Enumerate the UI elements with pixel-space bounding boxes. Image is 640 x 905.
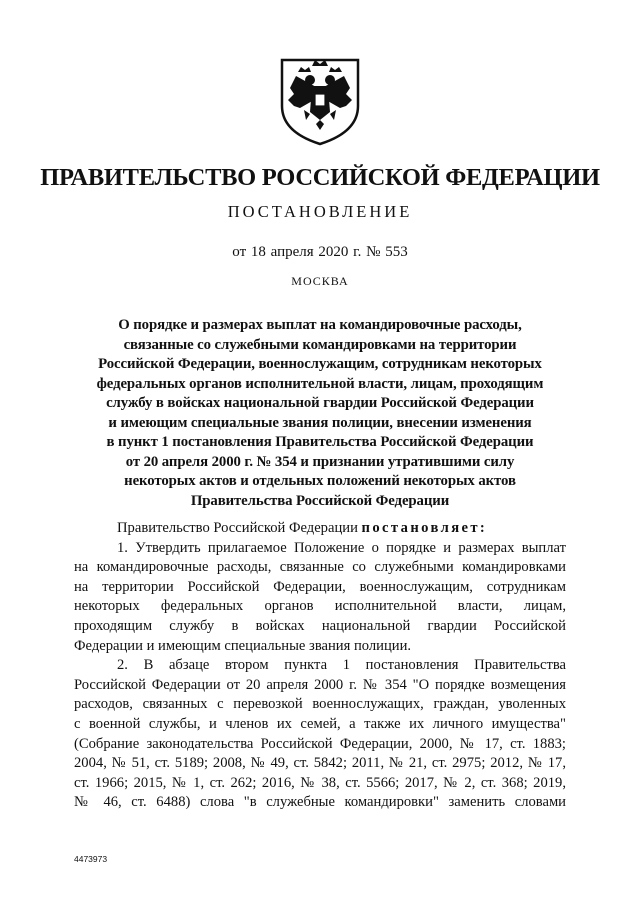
body-line: расходов, связанных с перевозкой военнослужащих, граждан, уволенных xyxy=(74,696,566,713)
decree-title xyxy=(74,316,566,511)
title-line: службу в войсках национальной гвардии Российской Федерации xyxy=(106,395,534,411)
preamble-lead: Правительство Российской Федерации xyxy=(117,520,362,536)
body-line: Федерации и имеющим специальные звания полиции. xyxy=(74,637,412,654)
title-line: в пункт 1 постановления Правительства Российской Федерации xyxy=(106,434,534,450)
decree-dateline: от 18 апреля 2020 г. № 553 xyxy=(232,244,408,260)
title-line: и имеющим специальные звания полиции, внесении изменения xyxy=(108,414,532,431)
body-line: (Собрание законодательства Российской Федерации, 2000, № 17, ст. 1883; xyxy=(74,735,566,752)
preamble-verb: постановляет: xyxy=(361,520,488,536)
title-line: федеральных органов исполнительной власти, лицам, проходящим xyxy=(96,375,544,392)
body-line: с военной службы, и членов их семей, а также их личного имущества" xyxy=(74,715,566,732)
title-line: связанные со служебными командировками на территории xyxy=(123,336,517,353)
title-line: Правительства Российской Федерации xyxy=(190,492,450,509)
preamble xyxy=(74,519,566,539)
body-line: некоторых федеральных органов исполнительной власти, лицам, xyxy=(74,598,566,615)
body-line: 2. В абзаце втором пункта 1 постановления Правительства xyxy=(117,657,566,674)
title-line: от 20 апреля 2000 г. № 354 и признании утратившими силу xyxy=(125,453,515,470)
body-line: Российской Федерации от 20 апреля 2000 г. № 354 "О порядке возмещения xyxy=(74,676,566,693)
decree-body xyxy=(74,519,566,813)
city-name: МОСКВА xyxy=(291,274,349,288)
body-line: на командировочные расходы, связанные со служебными командировками xyxy=(74,559,566,576)
body-line: 1. Утвердить прилагаемое Положение о порядке и размерах выплат xyxy=(117,539,566,556)
title-line: некоторых актов и отдельных положений некоторых актов xyxy=(124,473,516,489)
decree-type: ПОСТАНОВЛЕНИЕ xyxy=(227,202,413,221)
body-line: на территории Российской Федерации, военнослужащим, сотрудникам xyxy=(74,578,566,595)
coat-of-arms-emblem xyxy=(274,48,366,148)
body-line: проходящим службу в войсках национальной гвардии Российской xyxy=(74,617,566,634)
body-line: № 46, ст. 6488) слова "в служебные командировки" заменить словами xyxy=(74,794,566,811)
body-line: ст. 1966; 2015, № 1, ст. 262; 2016, № 38, ст. 5566; 2017, № 2, ст. 368; 2019, xyxy=(74,774,566,791)
government-heading: ПРАВИТЕЛЬСТВО РОССИЙСКОЙ ФЕДЕРАЦИИ xyxy=(40,164,600,191)
body-line: 2004, № 51, ст. 5189; 2008, № 49, ст. 5842; 2011, № 21, ст. 2975; 2012, № 17, xyxy=(74,755,566,772)
title-line: Российской Федерации, военнослужащим, сотрудникам некоторых xyxy=(98,356,542,372)
title-line: О порядке и размерах выплат на командировочные расходы, xyxy=(118,317,522,333)
document-number: 4473973 xyxy=(74,854,108,864)
